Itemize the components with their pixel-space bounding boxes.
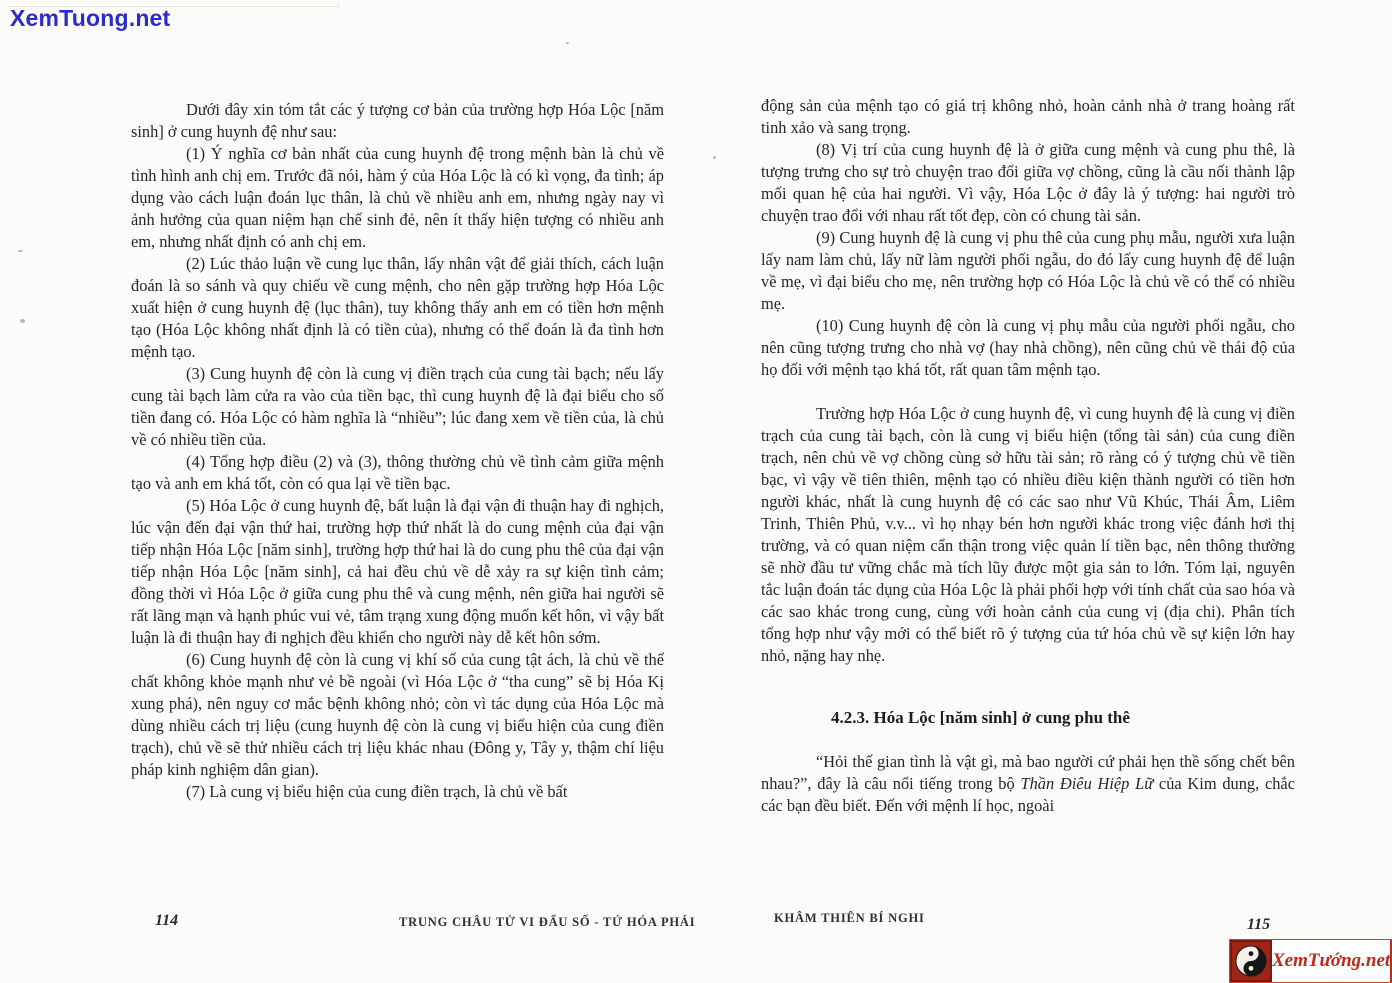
- paragraph: (10) Cung huynh đệ còn là cung vị phụ mẫu của người phối ngẫu, cho nên cũng tượng trưng cho nhà vợ (hay nhà chồng), nên cũng chủ về thái độ của họ đối với mệnh tạo khá tốt, rất quan tâm mệnh tạo.: [761, 316, 1295, 379]
- scan-noise: [566, 42, 569, 44]
- left-page-number: 114: [155, 912, 179, 929]
- paragraph: (3) Cung huynh đệ còn là cung vị điền trạch của cung tài bạch; nếu lấy cung tài bạch làm cửa ra vào của tiền bạc, thì cung huynh đệ là đại biểu cho số tiền đang có. Hóa Lộc có hàm nghĩa là “nhiều”; lúc đang xem về tiền của, là chủ về có nhiều tiền của.: [131, 364, 664, 449]
- scan-noise: [20, 319, 25, 323]
- site-logo[interactable]: [1229, 939, 1392, 983]
- paragraph: (1) Ý nghĩa cơ bản nhất của cung huynh đệ trong mệnh bàn là chủ về tình hình anh chị em. Trước đã nói, hàm ý của Hóa Lộc là có kì vọng, đa tình; áp dụng vào cách luận đoán lục thân, là chủ về nhiều anh em, nhưng ngày nay vì ảnh hưởng của quan niệm hạn chế sinh đẻ, nên ít thấy hiện tượng có nhiều anh em, nhưng nhất định có anh chị em.: [131, 144, 664, 251]
- watermark-bottom-right: XemTướng.net: [1272, 950, 1391, 971]
- section-heading: 4.2.3. Hóa Lộc [năm sinh] ở cung phu thê: [831, 708, 1130, 727]
- right-page-number: 115: [1247, 916, 1271, 933]
- paragraph: động sản của mệnh tạo có giá trị không nhỏ, hoàn cảnh nhà ở trang hoàng rất tinh xảo và sang trọng.: [761, 96, 1295, 137]
- scan-noise: [18, 250, 23, 252]
- left-running-title: TRUNG CHÂU TỬ VI ĐẨU SỐ - TỨ HÓA PHÁI: [399, 915, 696, 929]
- yin-yang-icon: [1230, 940, 1272, 982]
- paragraph: “Hỏi thế gian tình là vật gì, mà bao người cứ phải hẹn thề sống chết bên nhau?”, đây là câu nổi tiếng trong bộ Thần Điêu Hiệp Lữ của Kim dung, chắc các bạn đều biết. Đến với mệnh lí học, ngoài: [761, 752, 1295, 815]
- right-running-title: KHÂM THIÊN BÍ NGHI: [774, 911, 925, 925]
- right-page-text-column: [761, 95, 1295, 817]
- paragraph: (8) Vị trí của cung huynh đệ là ở giữa cung mệnh và cung phu thê, là tượng trưng cho sự trò chuyện trao đổi giữa vợ chồng, cũng là cầu nối thành lập mối quan hệ của hai người. Vì vậy, Hóa Lộc ở đây là ý tượng: hai người trò chuyện trao đổi với nhau rất tốt đẹp, còn có chung tài sản.: [761, 140, 1295, 225]
- watermark-top-left: XemTuong.net: [10, 5, 171, 31]
- paragraph: (7) Là cung vị biểu hiện của cung điền trạch, là chủ về bất: [186, 782, 568, 801]
- paragraph: Trường hợp Hóa Lộc ở cung huynh đệ, vì cung huynh đệ là cung vị điền trạch của cung tài bạch, còn là cung vị biểu hiện (tổng tài sản) của cung điền trạch, nên chủ về vợ chồng cùng sở hữu tài sản; rõ ràng có ý tượng chủ về tiền bạc, vì vậy về tiên thiên, mệnh tạo có nhiều điều kiện thành người có tiền hơn người khác, nhất là cung huynh đệ có các sao như Vũ Khúc, Thái Âm, Liêm Trinh, Thiên Phủ, v.v... vì họ nhạy bén hơn người khác trong việc đánh hơi thị trường, và có quan niệm cẩn thận trong việc quản lí tiền bạc, nên thông thường sẽ nhờ đầu tư vững chắc mà tích lũy được một gia sản to lớn. Tóm lại, nguyên tắc luận đoán tác dụng của Hóa Lộc là phải phối hợp với tính chất của sao hóa và các sao khác trong cung, cùng với hoàn cảnh của cung vị (địa chi). Phân tích tổng hợp như vậy mới có thể biết rõ ý tượng của tứ hóa chủ về sự kiện lớn hay nhỏ, nặng hay nhẹ.: [761, 404, 1295, 665]
- paragraph: (4) Tổng hợp điều (2) và (3), thông thường chủ về tình cảm giữa mệnh tạo và anh em khá tốt, còn có qua lại về tiền bạc.: [131, 452, 664, 493]
- paragraph: (5) Hóa Lộc ở cung huynh đệ, bất luận là đại vận đi thuận hay đi nghịch, lúc vận đến đại vận thứ hai, trường hợp thứ nhất là do cung mệnh của đại vận tiếp nhận Hóa Lộc [năm sinh], trường hợp thứ hai là do cung phu thê của đại vận tiếp nhận Hóa Lộc [năm sinh], cả hai đều chủ về dễ xảy ra sự kiện tình cảm; đồng thời vì Hóa Lộc ở giữa cung phu thê và cung mệnh, nên giữa hai người sẽ rất lãng mạn và hạnh phúc vui vẻ, tâm trạng xung động muốn kết hôn, vì vậy bất luận là đi thuận hay đi nghịch đều khiến cho người này dễ kết hôn sớm.: [131, 496, 664, 647]
- paragraph: (6) Cung huynh đệ còn là cung vị khí số của cung tật ách, là chủ về thể chất không khỏe mạnh như vẻ bề ngoài (vì Hóa Lộc ở “tha cung” sẽ bị Hóa Kị xung phá), nên nguy cơ mắc bệnh không nhỏ; còn vì tác dụng của Hóa Lộc mà dùng nhiều cách trị liệu (cung huynh đệ còn là cung vị biểu hiện của cung điền trạch), chủ về sẽ thử nhiều cách trị liệu khác nhau (Đông y, Tây y, thậm chí liệu pháp kinh nghiệm dân gian).: [131, 650, 664, 779]
- scan-noise: [713, 156, 716, 159]
- left-page-text-column: [131, 99, 664, 803]
- paragraph: Dưới đây xin tóm tắt các ý tượng cơ bản của trường hợp Hóa Lộc [năm sinh] ở cung huynh đệ như sau:: [131, 100, 664, 141]
- paragraph: (2) Lúc thảo luận về cung lục thân, lấy nhân vật để giải thích, cách luận đoán là so sánh và quy chiếu về cung mệnh, cho nên gặp trường hợp Hóa Lộc xuất hiện ở cung huynh đệ (lục thân), tuy không thấy anh em có tiền hơn mệnh tạo (Hóa Lộc không nhất định là có tiền của), nhưng có thể đoán là đa tình hơn mệnh tạo.: [131, 254, 664, 361]
- paragraph: (9) Cung huynh đệ là cung vị phu thê của cung phụ mẫu, người xưa luận lấy nam làm chủ, lấy nữ làm người phối ngẫu, do đó lấy cung huynh đệ để luận về mẹ, vì đại biểu cho mẹ, nên trường hợp có Hóa Lộc là chủ về có thể có nhiều mẹ.: [761, 228, 1295, 313]
